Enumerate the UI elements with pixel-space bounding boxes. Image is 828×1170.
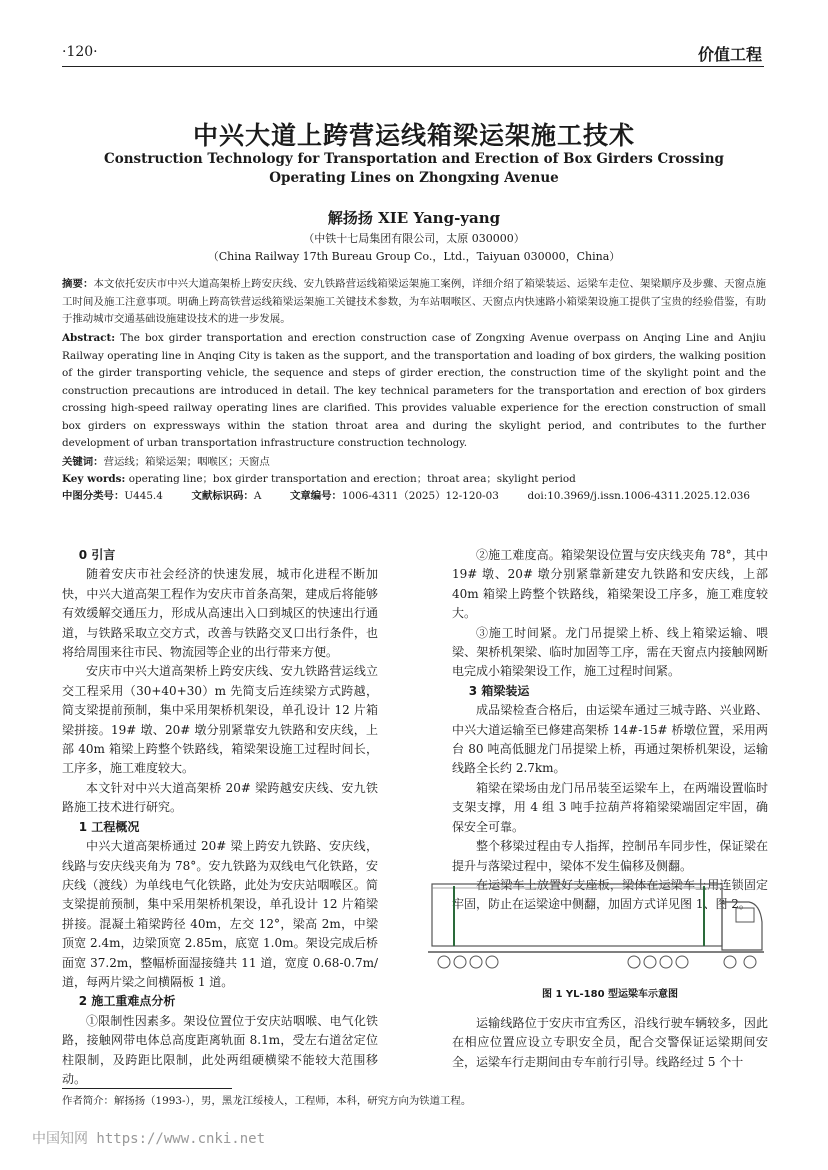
keywords-english (62, 471, 772, 488)
header-rule (62, 66, 764, 67)
paragraph: ③施工时间紧。龙门吊提梁上桥、线上箱梁运输、喂梁、架桥机架梁、临时加固等工序，需在天窗点内接触网断电完成小箱梁架设工作，施工过程时间紧。 (452, 625, 768, 679)
paragraph: 中兴大道高架桥通过 20# 梁上跨安九铁路、安庆线，线路与安庆线夹角为 78°。安九铁路为双线电气化铁路，安庆线（渡线）为单线电气化铁路，此处为安庆站咽喉区。简支梁提前预制，集中采用架桥机架设，单孔设计 12 片箱梁拼接。混凝土箱梁跨径 40m，左交 12°，梁高 2m，中梁顶宽 2.4m，边梁顶宽 2.85m，底宽 1.0m。架设完成后桥面宽 37.2m，整幅桥面湿接缝共 11 道，宽度 0.68-0.7m/道，每两片梁之间横隔板 1 道。 (62, 839, 378, 989)
footnote-rule (62, 1088, 232, 1089)
doi: doi:10.3969/j.issn.1006-4311.2025.12.036 (527, 490, 750, 502)
paragraph: ①限制性因素多。架设位置位于安庆站咽喉、电气化铁路，接触网带电体总高度距离轨面 8.1m，受左右道岔定位柱限制，及跨距比限制，此处两组硬横梁不能较大范围移动。 (62, 1013, 378, 1086)
section-1-heading: 1 工程概况 (78, 819, 140, 834)
abstract-en-label: Abstract: (62, 332, 116, 344)
right-column-continued (452, 1014, 768, 1072)
classification-line (62, 488, 772, 505)
keywords-chinese (62, 454, 772, 471)
section-3-heading: 3 箱梁装运 (468, 683, 530, 698)
paragraph: 箱梁在梁场由龙门吊吊装至运梁车上，在两端设置临时支架支撑，用 4 组 3 吨手拉葫芦将箱梁梁端固定牢固，确保安全可靠。 (452, 780, 768, 834)
doc-code-label: 文献标识码： (191, 490, 254, 502)
keywords-cn-label: 关键词： (62, 456, 104, 468)
abstract-en-text: The box girder transportation and erection construction case of Zongxing Avenue overpass on Anqing Line and Anjiu Railway operating line in Anqing City is taken as the support, and the transportation and loading of box girders, the walking position of the girder transporting vehicle, the sequence and steps of girder erection, the construction time of the skylight point and the construction precautions are introduced in detail. The key technical parameters for the transportation and erection of box girders crossing high-speed railway operating lines are clarified. This provides valuable experience for the erection construction of small box girders on expressways within the station throat area and during the skylight period, and contributes to the further development of urban transportation infrastructure construction technology. (62, 332, 766, 449)
section-0-heading: 0 引言 (78, 548, 116, 562)
girder-transport-vehicle-figure (424, 872, 768, 978)
abstract-cn-text: 本文依托安庆市中兴大道高架桥上跨安庆线、安九铁路营运线箱梁运架施工案例，详细介绍了箱梁装运、运梁车走位、架梁顺序及步骤、天窗点施工时间及施工注意事项。明确上跨高铁营运线箱梁运架施工关键技术参数，为车站咽喉区、天窗点内快速路小箱梁架设施工提供了宝贵的经验借鉴，有助于推动城市交通基础设施建设技术的进一步发展。 (62, 278, 766, 325)
title-english: Construction Technology for Transportation and Erection of Box Girders Crossing Operating Lines on Zhongxing Avenue (103, 151, 724, 186)
right-column (452, 546, 768, 915)
section-2-heading: 2 施工重难点分析 (78, 994, 176, 1009)
paragraph: 随着安庆市社会经济的快速发展，城市化进程不断加快，中兴大道高架工程作为安庆市首条高架，建成后将能够有效缓解交通压力，形成从高速出入口到城区的快速出行通道，与铁路采取立交方式，改善与铁路交叉口出行条件，也将给周围来往市民、物流园等企业的出行带来方便。 (62, 567, 378, 660)
clc-value: U445.4 (124, 490, 163, 502)
journal-name: 价值工程 (697, 45, 762, 64)
keywords-en-text: operating line；box girder transportation and erection；throat area；skylight period (128, 473, 576, 485)
paragraph: 运输线路位于安庆市宜秀区，沿线行驶车辆较多，因此在相应位置应设立专职安全员，配合交警保证运梁期间安全，运梁车行走期间由专车前行引导。线路经过 5 个十 (452, 1016, 768, 1069)
doc-code-value: A (253, 490, 262, 502)
keywords-en-label: Key words: (62, 473, 126, 485)
cnki-watermark: 中国知网 https://www.cnki.net (32, 1131, 266, 1147)
left-column (62, 546, 378, 1089)
paragraph: 成品梁检查合格后，由运梁车通过三城寺路、兴业路、中兴大道运输至已修建高架桥 14#-15# 桥墩位置，采用两台 80 吨高低腿龙门吊提梁上桥，再通过架桥机架设，运输线路全长约 2.7km。 (452, 703, 768, 776)
title-chinese: 中兴大道上跨营运线箱梁运架施工技术 (192, 121, 635, 150)
author: 解扬扬 XIE Yang-yang (327, 209, 501, 227)
keywords-cn-text: 营运线；箱梁运架；咽喉区；天窗点 (103, 456, 270, 468)
affiliation-english: （China Railway 17th Bureau Group Co.，Ltd.，Taiyuan 030000，China） (207, 250, 621, 263)
clc-label: 中图分类号： (62, 490, 125, 502)
article-number-label: 文章编号： (289, 490, 342, 502)
page-number: ·120· (62, 44, 98, 60)
abstract-cn-label: 摘要： (62, 278, 94, 290)
abstract-chinese (62, 276, 766, 329)
author-footnote: 作者简介：解扬扬（1993-），男，黑龙江绥棱人，工程师，本科，研究方向为铁道工程。 (62, 1095, 472, 1107)
paragraph: 安庆市中兴大道高架桥上跨安庆线、安九铁路营运线立交工程采用（30+40+30）m 先简支后连续梁方式跨越，简支梁提前预制，集中采用架桥机架设，单孔设计 12 片箱梁拼接。19# 墩、20# 墩分别紧靠安九铁路和安庆线，上部 40m 箱梁上跨整个铁路线，箱梁架设施工过程时间长，工序多，施工难度较大。 (62, 664, 378, 776)
affiliation-chinese: （中铁十七局集团有限公司，太原 030000） (303, 232, 525, 245)
paragraph: 本文针对中兴大道高架桥 20# 梁跨越安庆线、安九铁路施工技术进行研究。 (62, 780, 378, 815)
figure-caption: 图 1 YL-180 型运梁车示意图 (541, 989, 679, 1000)
abstract-english (62, 330, 766, 453)
article-number-value: 1006-4311（2025）12-120-03 (341, 490, 499, 502)
paragraph: 在运梁车上放置好支座板，梁体在运梁车上用连锁固定牢固，防止在运梁途中侧翻，加固方式详见图 1、图 2。 (452, 877, 768, 912)
paragraph: 整个移梁过程由专人指挥，控制吊车同步性，保证梁在提升与落梁过程中，梁体不发生偏移及侧翻。 (452, 839, 768, 873)
paragraph: ②施工难度高。箱梁架设位置与安庆线夹角 78°，其中 19# 墩、20# 墩分别紧靠新建安九铁路和安庆线，上部 40m 箱梁上跨整个铁路线，箱梁架设工序多，施工难度较大。 (452, 548, 768, 621)
